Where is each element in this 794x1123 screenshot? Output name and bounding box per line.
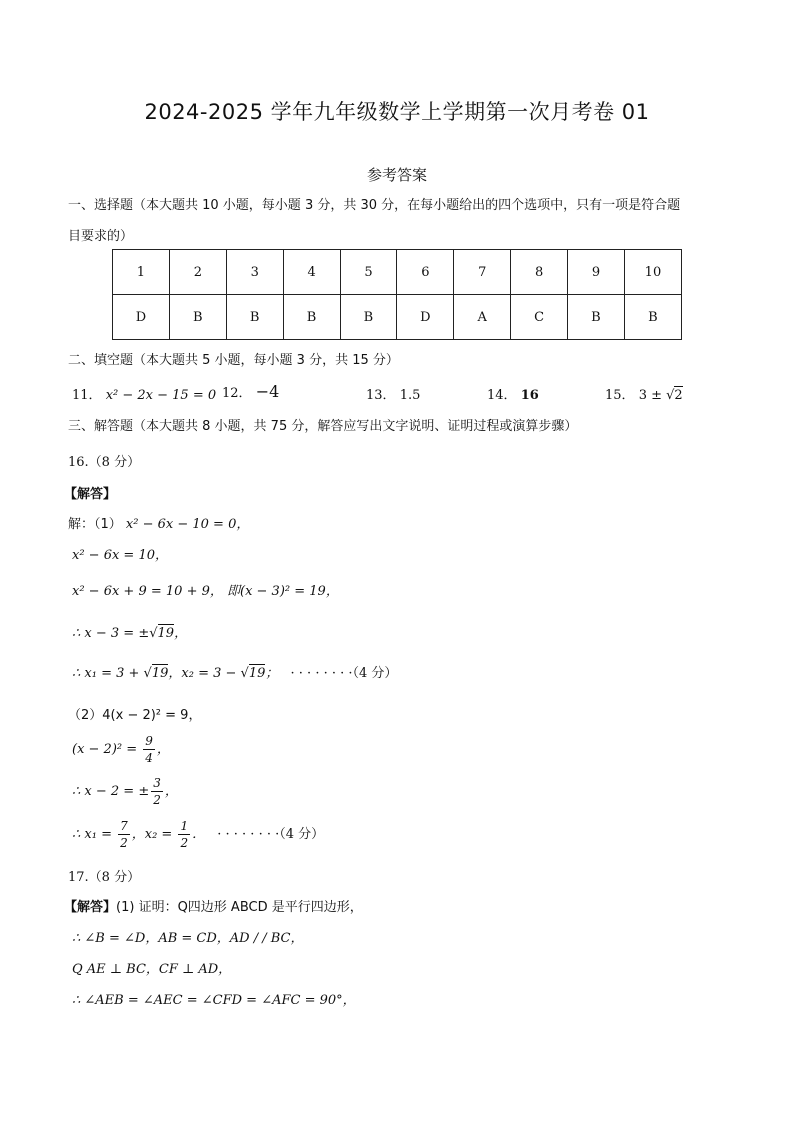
fill-answer-12: [222, 382, 279, 401]
section1-heading-line1: 一、选择题（本大题共 10 小题，每小题 3 分，共 30 分，在每小题给出的四个选项中，只有一项是符合题: [68, 198, 681, 213]
q17-line4: ∴ ∠AEB = ∠AEC = ∠CFD = ∠AFC = 90°，: [72, 993, 356, 1008]
fill-answer-14: [487, 384, 539, 403]
table-cell-number: 1: [113, 250, 170, 295]
q16-line3: [72, 580, 339, 599]
table-cell-answer: D: [397, 295, 454, 340]
table-cell-answer: B: [169, 295, 226, 340]
q16-line9: [72, 820, 324, 849]
table-cell-answer: C: [511, 295, 568, 340]
table-cell-answer: D: [113, 295, 170, 340]
q16-line7-suffix: ，: [156, 742, 170, 757]
q14-answer: 16: [520, 388, 539, 403]
sqrt-symbol: √: [240, 666, 249, 681]
q16-line9-a: ∴ x₁ =: [72, 827, 117, 842]
fraction-numerator: 7: [120, 819, 128, 833]
q16-line5: [72, 662, 397, 681]
fraction: [143, 735, 155, 764]
fill-answer-13: [366, 384, 420, 403]
table-cell-number: 4: [283, 250, 340, 295]
q16-line5-a: ∴ x₁ = 3 +: [72, 666, 144, 681]
fraction: [118, 820, 130, 849]
table-cell-answer: B: [624, 295, 681, 340]
table-cell-answer: B: [568, 295, 625, 340]
q16-line2: x² − 6x = 10，: [72, 548, 169, 563]
table-cell-number: 2: [169, 250, 226, 295]
fraction: [151, 777, 163, 806]
q12-label: 12．: [222, 386, 252, 401]
q11-answer: x² − 2x − 15 = 0: [105, 388, 217, 403]
q16-line7-prefix: (x − 2)² =: [72, 742, 142, 757]
page-title: 2024-2025 学年九年级数学上学期第一次月考卷 01: [144, 100, 650, 124]
fraction-numerator: 1: [180, 819, 189, 833]
answer-key-subtitle: 参考答案: [366, 166, 427, 184]
q16-line4-suffix: ，: [174, 626, 188, 641]
q16-line6: （2）4(x − 2)² = 9，: [68, 708, 202, 723]
q16-line8-suffix: ，: [164, 784, 178, 799]
table-cell-answer: B: [283, 295, 340, 340]
q16-line8-prefix: ∴ x − 2 = ±: [72, 784, 150, 799]
q16-line1: [68, 513, 249, 532]
table-cell-answer: B: [226, 295, 283, 340]
sqrt-symbol: √: [666, 388, 675, 403]
q16-line9-score: · · · · · · · ·（4 分）: [217, 827, 325, 842]
q16-line4: [72, 622, 187, 641]
q16-line8: [72, 777, 178, 806]
sqrt-symbol: √: [143, 666, 152, 681]
q16-line5-b: ，x₂ = 3 −: [168, 666, 241, 681]
q15-prefix: 3 ±: [638, 388, 667, 403]
table-cell-number: 10: [624, 250, 681, 295]
table-cell-number: 9: [568, 250, 625, 295]
q15-label: 15．: [605, 388, 635, 403]
table-cell-answer: B: [340, 295, 397, 340]
table-cell-answer: A: [454, 295, 511, 340]
table-cell-number: 7: [454, 250, 511, 295]
q14-label: 14．: [487, 388, 517, 403]
fraction-denominator: 2: [153, 793, 161, 807]
q17-answer-tag: 【解答】: [64, 900, 117, 915]
q11-label: 11．: [72, 388, 102, 403]
fill-answer-11: [72, 384, 216, 403]
q15-radicand: 2: [674, 388, 683, 403]
fraction-denominator: 2: [120, 836, 128, 850]
q17-line3: Q AE ⊥ BC，CF ⊥ AD，: [72, 962, 232, 977]
q13-answer: 1.5: [399, 388, 421, 403]
q16-line4-prefix: ∴ x − 3 = ±: [72, 626, 150, 641]
question-number-row: [113, 250, 682, 295]
q16-label: 16.（8 分）: [68, 455, 141, 470]
answer-row: [113, 295, 682, 340]
q17-line2: ∴ ∠B = ∠D，AB = CD，AD / / BC，: [72, 931, 304, 946]
q16-line3-b: 即(x − 3)² = 19，: [227, 584, 339, 599]
section2-heading: 二、填空题（本大题共 5 小题，每小题 3 分，共 15 分）: [68, 353, 399, 368]
q16-line7: [72, 735, 170, 764]
q16-line5-c: ；: [265, 666, 279, 681]
q12-answer: −4: [255, 382, 280, 401]
table-cell-number: 3: [226, 250, 283, 295]
fraction-numerator: 9: [145, 734, 153, 748]
q16-line5-rad2: 19: [248, 666, 266, 681]
table-cell-number: 5: [340, 250, 397, 295]
q16-line1-equation: x² − 6x − 10 = 0，: [125, 517, 250, 532]
q16-answer-tag: 【解答】: [64, 487, 117, 502]
section1-heading-line2: 目要求的）: [68, 229, 134, 244]
q16-line9-c: ．: [192, 827, 206, 842]
fraction-denominator: 2: [180, 836, 189, 850]
q16-line3-a: x² − 6x + 9 = 10 + 9，: [72, 584, 223, 599]
q17-label: 17.（8 分）: [68, 870, 141, 885]
table-cell-number: 6: [397, 250, 454, 295]
q16-line1-prefix: 解：（1）: [68, 517, 122, 532]
q17-line1-row: [64, 896, 363, 915]
q16-line5-rad1: 19: [151, 666, 169, 681]
q16-line5-score: · · · · · · · ·（4 分）: [290, 666, 398, 681]
fraction-denominator: 4: [145, 751, 153, 765]
table-cell-number: 8: [511, 250, 568, 295]
choice-answer-table: [112, 249, 682, 340]
q13-label: 13．: [366, 388, 396, 403]
sqrt-symbol: √: [149, 626, 158, 641]
section3-heading: 三、解答题（本大题共 8 小题，共 75 分，解答应写出文字说明、证明过程或演算步骤）: [68, 419, 578, 434]
q16-line4-radicand: 19: [157, 626, 175, 641]
q16-line9-b: ，x₂ =: [131, 827, 177, 842]
fraction-numerator: 3: [153, 776, 161, 790]
fraction: [178, 820, 190, 849]
fill-answer-15: [605, 384, 683, 403]
q17-line1: (1) 证明：Q四边形 ABCD 是平行四边形，: [116, 900, 363, 915]
